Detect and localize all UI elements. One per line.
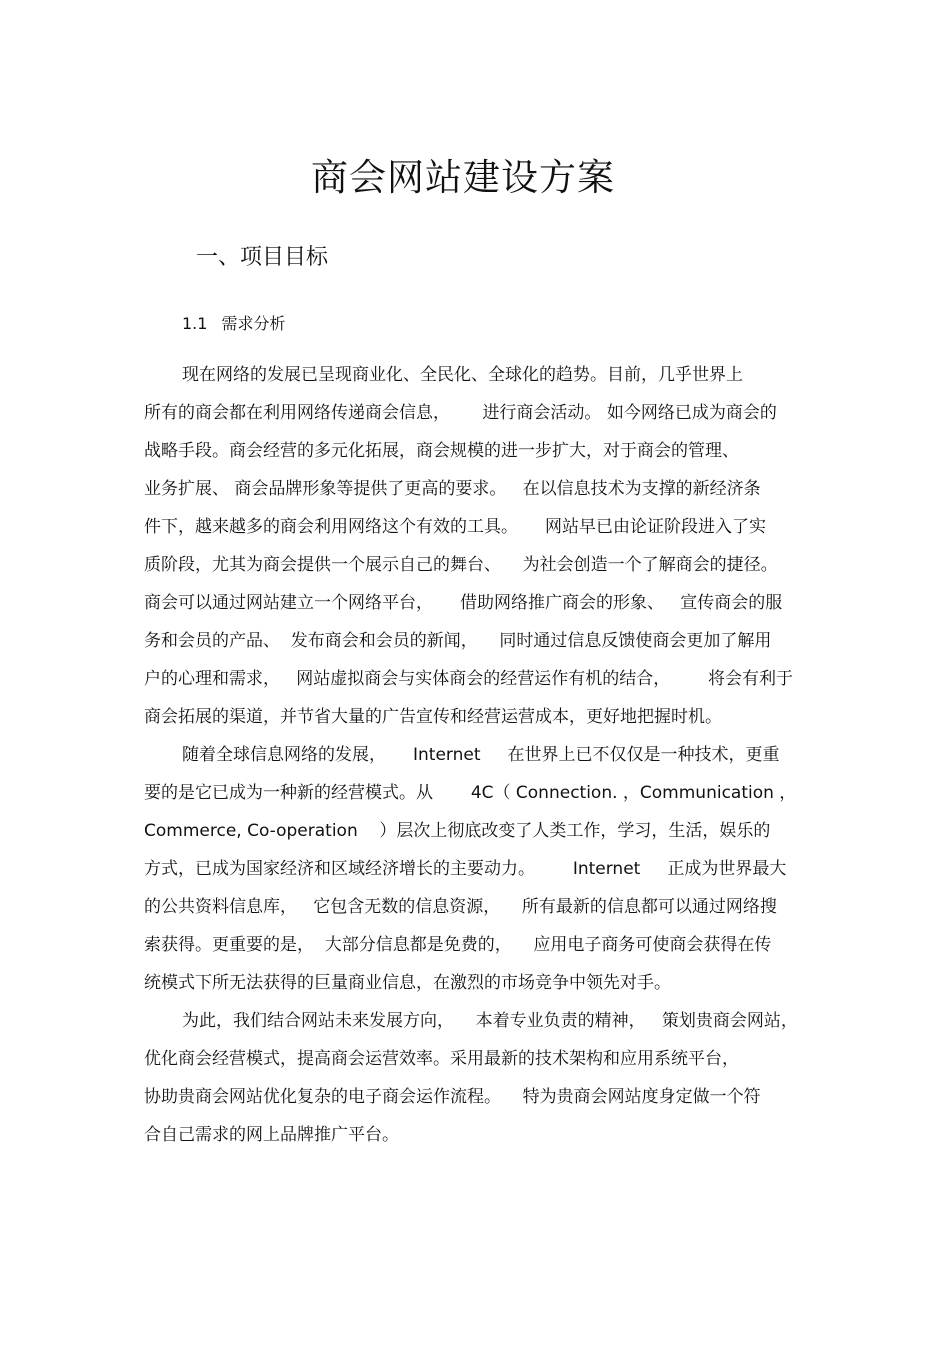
text-line: 商会可以通过网站建立一个网络平台， 借助网络推广商会的形象、 宣传商会的服 [144,593,783,613]
subsection-heading [182,312,285,336]
text-line: 务和会员的产品、 发布商会和会员的新闻， 同时通过信息反馈使商会更加了解用 [144,631,772,651]
text-line: 件下，越来越多的商会利用网络这个有效的工具。 网站早已由论证阶段进入了实 [144,517,767,537]
text-line: 优化商会经营模式，提高商会运营效率。采用最新的技术架构和应用系统平台， [144,1049,739,1069]
text-line: 所有的商会都在利用网络传递商会信息， 进行商会活动。 如今网络已成为商会的 [144,403,777,423]
text-line: 商会拓展的渠道，并节省大量的广告宣传和经营运营成本，更好地把握时机。 [144,707,722,727]
text-line: 现在网络的发展已呈现商业化、全民化、全球化的趋势。目前，几乎世界上 [182,365,743,385]
section-heading: 一、项目目标 [196,245,329,270]
text-line: 随着全球信息网络的发展， Internet 在世界上已不仅仅是一种技术，更重 [182,745,780,765]
subsection-label: 需求分析 [221,314,286,333]
text-line: 户的心理和需求， 网站虚拟商会与实体商会的经营运作有机的结合， 将会有利于 [144,669,794,689]
text-line: Commerce, Co-operation ）层次上彻底改变了人类工作，学习，生活，娱乐的 [144,821,771,841]
text-line: 的公共资料信息库， 它包含无数的信息资源， 所有最新的信息都可以通过网络搜 [144,897,777,917]
document-title: 商会网站建设方案 [311,156,615,199]
text-line: 协助贵商会网站优化复杂的电子商会运作流程。 特为贵商会网站度身定做一个符 [144,1087,761,1107]
text-line: 方式，已成为国家经济和区域经济增长的主要动力。 Internet 正成为世界最大 [144,859,787,879]
subsection-number: 1.1 [182,314,208,333]
text-line: 合自己需求的网上品牌推广平台。 [144,1125,399,1145]
text-line: 为此，我们结合网站未来发展方向， 本着专业负责的精神， 策划贵商会网站， [182,1011,798,1031]
text-line: 业务扩展、 商会品牌形象等提供了更高的要求。 在以信息技术为支撑的新经济条 [144,479,761,499]
text-line: 质阶段，尤其为商会提供一个展示自己的舞台、 为社会创造一个了解商会的捷径。 [144,555,778,575]
text-line: 战略手段。商会经营的多元化拓展，商会规模的进一步扩大，对于商会的管理、 [144,441,739,461]
text-line: 统模式下所无法获得的巨量商业信息，在激烈的市场竞争中领先对手。 [144,973,671,993]
text-line: 索获得。更重要的是， 大部分信息都是免费的， 应用电子商务可使商会获得在传 [144,935,772,955]
text-line: 要的是它已成为一种新的经营模式。从 4C（ Connection. ，Communication ， [144,783,797,803]
